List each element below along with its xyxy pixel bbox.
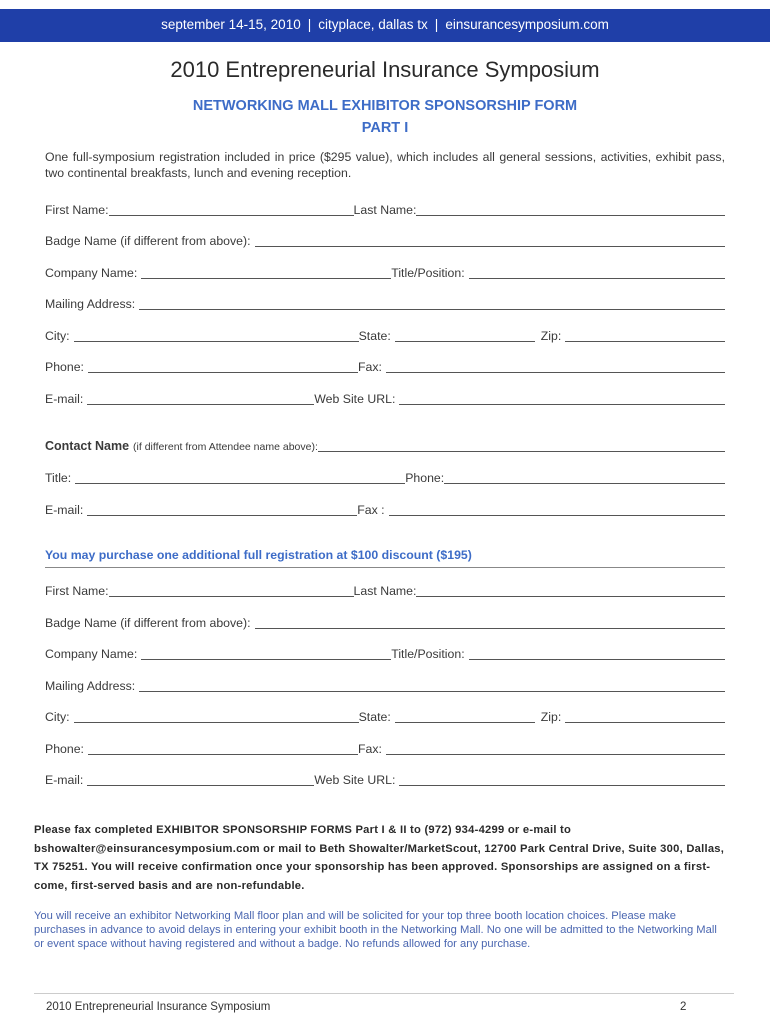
banner-location: cityplace, dallas tx [318, 17, 428, 32]
banner-website-link[interactable]: einsurancesymposium.com [445, 17, 609, 32]
company-name-field[interactable] [141, 278, 391, 279]
contact-title-label: Title: [45, 471, 72, 485]
additional-company-name-field[interactable] [141, 659, 391, 660]
additional-last-name-label: Last Name: [353, 584, 417, 598]
email-label: E-mail: [45, 392, 84, 406]
contact-email-label: E-mail: [45, 503, 84, 517]
additional-city-label: City: [45, 710, 70, 724]
contact-fax-field[interactable] [389, 515, 725, 516]
zip-field[interactable] [565, 341, 725, 342]
additional-fax-field[interactable] [386, 754, 725, 755]
city-field[interactable] [74, 341, 359, 342]
additional-email-row [45, 771, 725, 789]
additional-badge-row [45, 614, 725, 632]
contact-email-field[interactable] [87, 515, 357, 516]
additional-state-label: State: [358, 710, 391, 724]
website-url-label: Web Site URL: [314, 392, 396, 406]
mailing-address-field[interactable] [139, 309, 725, 310]
additional-website-url-label: Web Site URL: [314, 773, 396, 787]
additional-phone-field[interactable] [88, 754, 358, 755]
last-name-label: Last Name: [353, 203, 417, 217]
additional-website-url-field[interactable] [399, 785, 725, 786]
additional-fax-label: Fax: [357, 742, 382, 756]
additional-title-position-field[interactable] [469, 659, 725, 660]
title-position-field[interactable] [469, 278, 725, 279]
contact-email-row [45, 501, 725, 519]
fax-label: Fax: [357, 360, 382, 374]
contact-title-row [45, 469, 725, 487]
contact-phone-field[interactable] [444, 483, 725, 484]
banner-text [0, 17, 770, 32]
additional-phone-label: Phone: [45, 742, 84, 756]
first-name-field[interactable] [109, 215, 354, 216]
footer-event-name: 2010 Entrepreneurial Insurance Symposium [46, 1001, 271, 1013]
attendee-phone-row [45, 358, 725, 376]
state-label: State: [358, 329, 391, 343]
phone-field[interactable] [88, 372, 358, 373]
additional-state-field[interactable] [395, 722, 535, 723]
document-title: 2010 Entrepreneurial Insurance Symposium [170, 57, 600, 82]
contact-name-label: Contact Name [45, 439, 130, 453]
contact-name-field[interactable] [318, 451, 725, 452]
additional-company-name-label: Company Name: [45, 647, 138, 661]
contact-title-field[interactable] [75, 483, 405, 484]
attendee-name-row [45, 201, 725, 219]
fax-field[interactable] [386, 372, 725, 373]
banner-date: september 14-15, 2010 [161, 17, 301, 32]
state-field[interactable] [395, 341, 535, 342]
additional-mailing-address-label: Mailing Address: [45, 679, 136, 693]
additional-email-label: E-mail: [45, 773, 84, 787]
contact-name-note: (if different from Attendee name above): [133, 441, 318, 453]
badge-name-label: Badge Name (if different from above): [45, 234, 251, 248]
additional-badge-name-label: Badge Name (if different from above): [45, 616, 251, 630]
banner-separator: | [307, 17, 312, 32]
contact-fax-label: Fax : [357, 503, 385, 517]
attendee-address-row [45, 295, 725, 313]
additional-city-field[interactable] [74, 722, 359, 723]
additional-title-position-label: Title/Position: [391, 647, 465, 661]
website-url-field[interactable] [399, 404, 725, 405]
floor-plan-notice: You will receive an exhibitor Networking Mall floor plan and will be solicited for your top three booth location choices. Please make purchases in advance to avoid delays in entering your exhibit booth in the Networking Mall. No one will be admitted to the Networking Mall or event space without having registered and without a badge. No refunds allowed for any purchase. [34, 910, 717, 950]
city-label: City: [45, 329, 70, 343]
first-name-label: First Name: [45, 203, 109, 217]
contact-phone-label: Phone: [405, 471, 445, 485]
footer-divider [34, 993, 734, 994]
zip-label: Zip: [540, 329, 562, 343]
attendee-badge-row [45, 232, 725, 250]
banner-separator: | [434, 17, 439, 32]
additional-company-row [45, 645, 725, 663]
form-part-label: PART I [361, 120, 409, 136]
additional-name-row [45, 582, 725, 600]
title-position-label: Title/Position: [391, 266, 465, 280]
contact-name-row [45, 437, 725, 455]
additional-phone-row [45, 740, 725, 758]
intro-paragraph: One full-symposium registration included in price ($295 value), which includes all general sessions, activities, exhibit pass, two continental breakfasts, lunch and evening reception. [45, 150, 725, 180]
additional-first-name-field[interactable] [109, 596, 354, 597]
fax-instructions: Please fax completed EXHIBITOR SPONSORSHIP FORMS Part I & II to (972) 934-4299 or e-mail to bshowalter@einsurancesymposium.com or mail to Beth Showalter/MarketScout, 12700 Park Central Drive, Suite 300, Dallas, TX 75251. You will receive confirmation once your sponsorship has been approved. Sponsorships are assigned on a first-come, first-served basis and are non-refundable. [34, 824, 725, 892]
additional-zip-field[interactable] [565, 722, 725, 723]
form-subtitle: NETWORKING MALL EXHIBITOR SPONSORSHIP FORM [192, 98, 578, 114]
last-name-field[interactable] [416, 215, 725, 216]
phone-label: Phone: [45, 360, 84, 374]
additional-last-name-field[interactable] [416, 596, 725, 597]
email-field[interactable] [87, 404, 314, 405]
additional-email-field[interactable] [87, 785, 314, 786]
attendee-email-row [45, 390, 725, 408]
additional-first-name-label: First Name: [45, 584, 109, 598]
discount-heading: You may purchase one additional full registration at $100 discount ($195) [45, 548, 472, 562]
page-number: 2 [680, 1001, 687, 1013]
additional-address-row [45, 677, 725, 695]
additional-zip-label: Zip: [540, 710, 562, 724]
top-banner [0, 9, 770, 42]
company-name-label: Company Name: [45, 266, 138, 280]
badge-name-field[interactable] [255, 246, 725, 247]
additional-city-row [45, 708, 725, 726]
additional-mailing-address-field[interactable] [139, 691, 725, 692]
discount-divider [45, 567, 725, 568]
attendee-company-row [45, 264, 725, 282]
attendee-city-row [45, 327, 725, 345]
additional-badge-name-field[interactable] [255, 628, 725, 629]
mailing-address-label: Mailing Address: [45, 297, 136, 311]
